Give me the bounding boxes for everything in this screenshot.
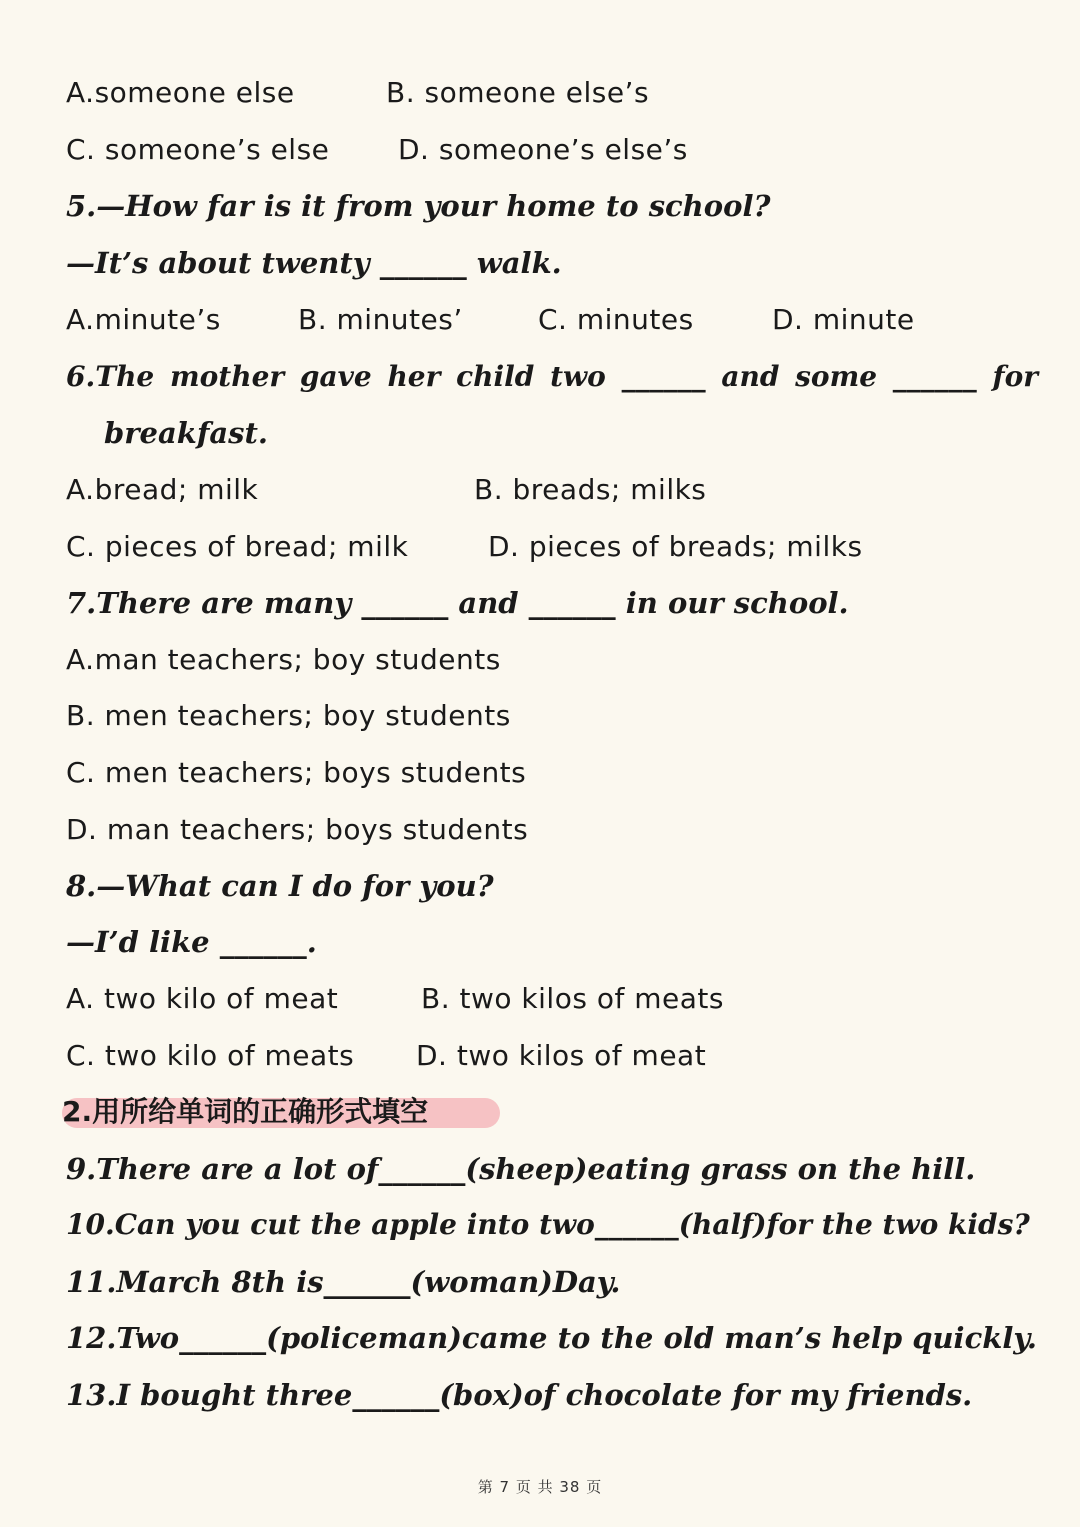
q5-option-c: C. minutes [538, 303, 694, 336]
q5-option-b: B. minutes’ [298, 303, 463, 336]
q6-option-b: B. breads; milks [474, 473, 707, 506]
fill-q13: 13.I bought three______(box)of chocolate for my friends. [66, 1378, 973, 1412]
q5-stem: 5.—How far is it from your home to school? [66, 189, 771, 223]
fill-q12: 12.Two______(policeman)came to the old man’s help quickly. [66, 1321, 1037, 1355]
q5-option-d: D. minute [772, 303, 915, 336]
q5-option-a: A.minute’s [66, 303, 221, 336]
q6-option-d: D. pieces of breads; milks [488, 530, 863, 563]
q8-stem: 8.—What can I do for you? [66, 869, 494, 903]
q7-stem: 7.There are many ______ and ______ in our school. [66, 586, 849, 620]
q7-option-b: B. men teachers; boy students [66, 699, 511, 732]
q6-stem-part2: breakfast. [104, 416, 268, 450]
q6-option-c: C. pieces of bread; milk [66, 530, 409, 563]
q7-option-c: C. men teachers; boys students [66, 756, 527, 789]
q8-option-a: A. two kilo of meat [66, 982, 339, 1015]
q8-answer-line: —I’d like ______. [66, 925, 317, 959]
q8-option-c: C. two kilo of meats [66, 1039, 355, 1072]
fill-q9: 9.There are a lot of______(sheep)eating grass on the hill. [66, 1152, 976, 1186]
q6-stem-part1: 6.The mother gave her child two ______ and some ______ for [66, 360, 1039, 393]
q6-option-a: A.bread; milk [66, 473, 259, 506]
section-2-heading: 2.用所给单词的正确形式填空 [62, 1095, 429, 1128]
q7-option-d: D. man teachers; boys students [66, 813, 529, 846]
q5-answer-line: —It’s about twenty ______ walk. [66, 246, 562, 280]
page-number-footer: 第 7 页 共 38 页 [477, 1478, 603, 1496]
q8-option-b: B. two kilos of meats [421, 982, 724, 1015]
fill-q11: 11.March 8th is______(woman)Day. [66, 1265, 621, 1299]
q4-option-d: D. someone’s else’s [398, 133, 688, 166]
fill-q10: 10.Can you cut the apple into two______(half)for the two kids? [66, 1208, 1030, 1241]
q8-option-d: D. two kilos of meat [416, 1039, 707, 1072]
q4-option-b: B. someone else’s [386, 76, 650, 109]
q7-option-a: A.man teachers; boy students [66, 643, 501, 676]
q4-option-a: A.someone else [66, 76, 295, 109]
q4-option-c: C. someone’s else [66, 133, 330, 166]
